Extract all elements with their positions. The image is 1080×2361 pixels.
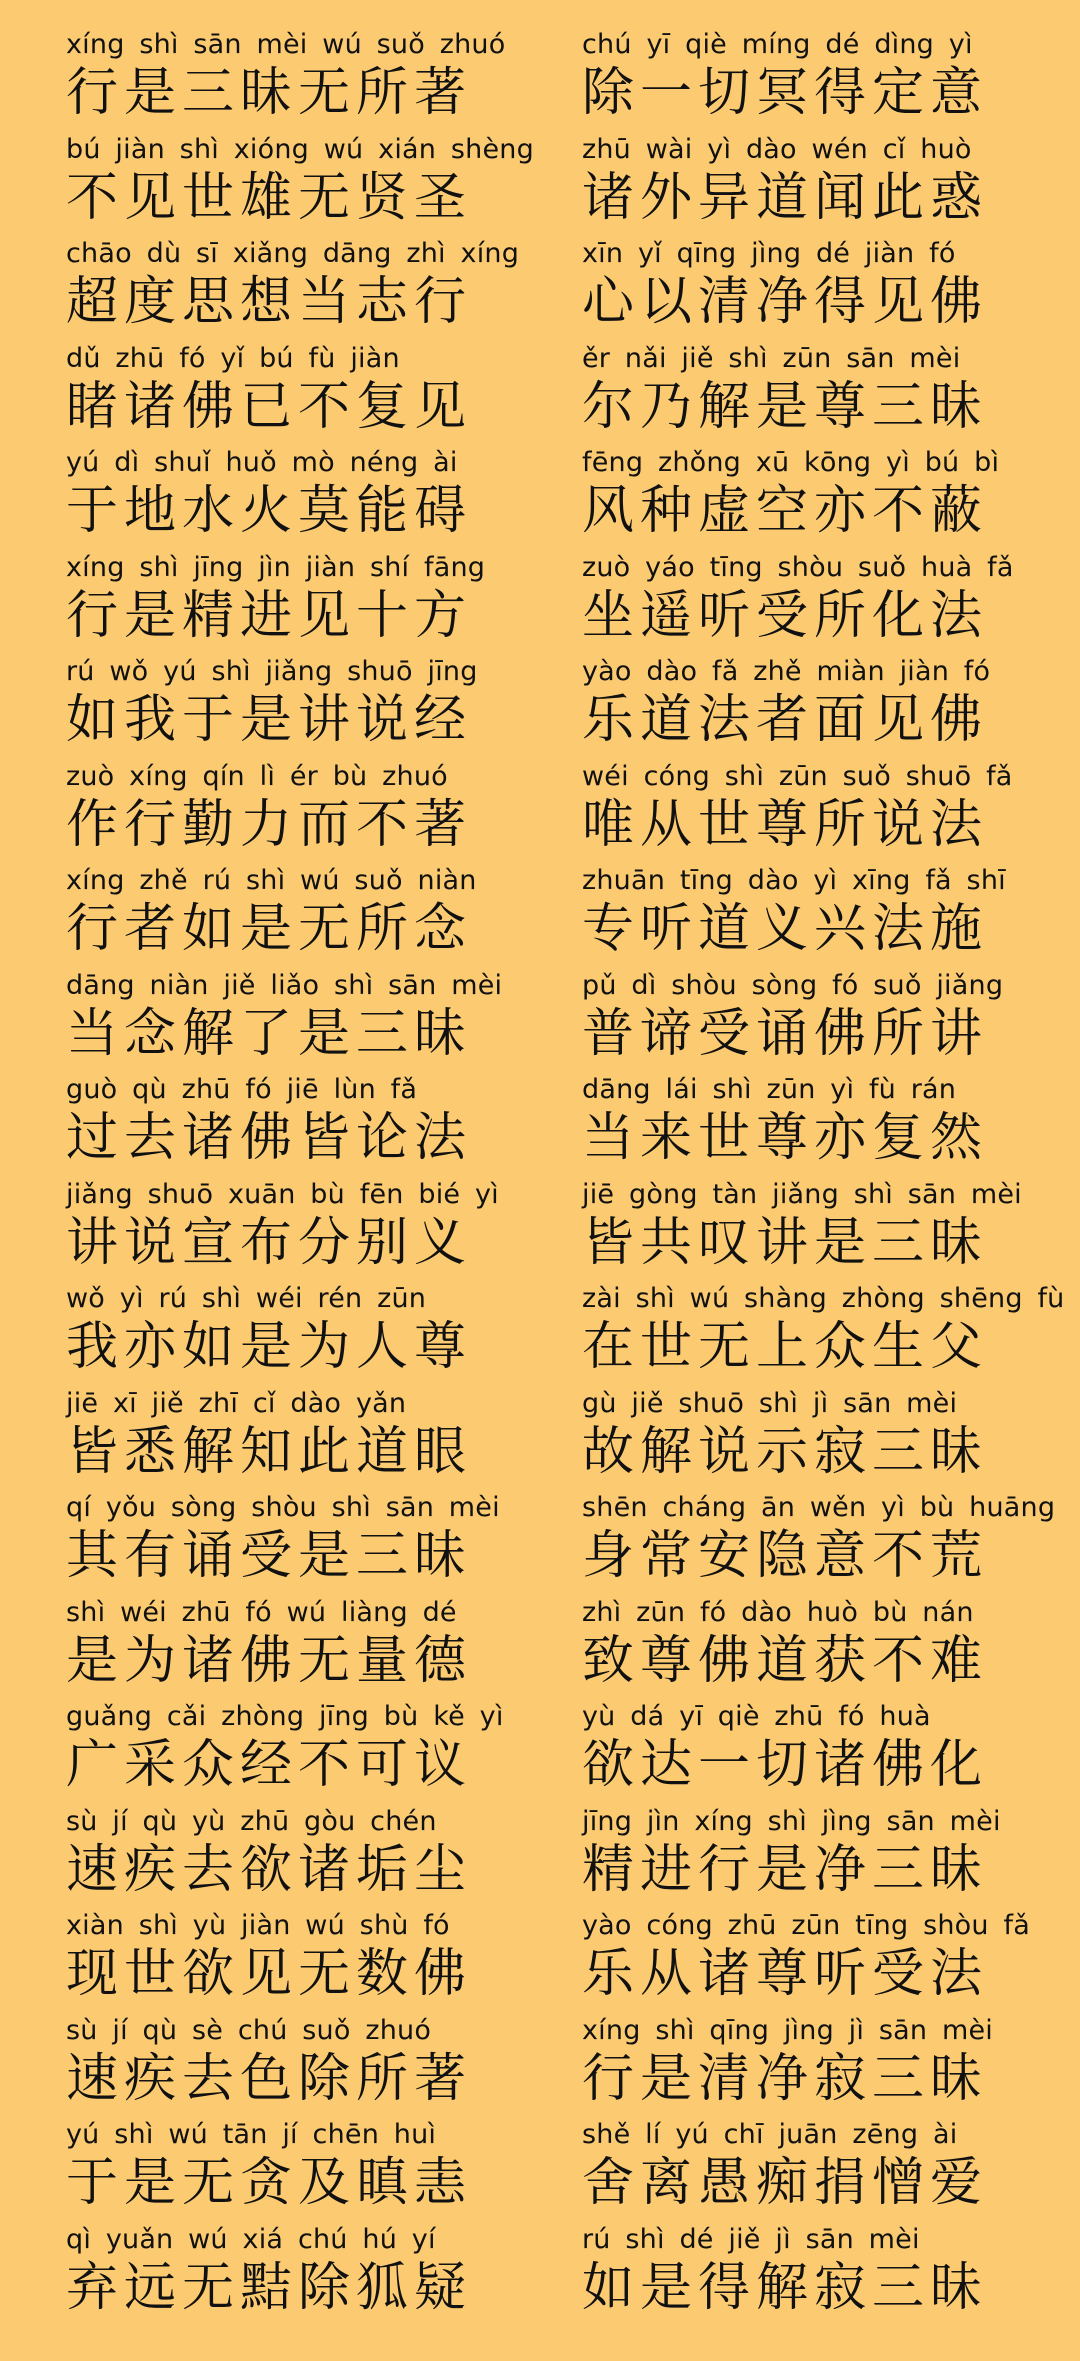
pinyin-text: xiàn shì yù jiàn wú shù fó [66, 1910, 450, 1941]
verse-line-right [540, 2014, 1080, 2119]
hanzi-text: 其有诵受是三昧 [66, 1526, 473, 1586]
verse-line-left [0, 237, 540, 342]
verse-row [0, 1387, 1080, 1492]
verse-line-right [540, 2118, 1080, 2223]
hanzi-text: 尔乃解是尊三昧 [582, 376, 989, 437]
verse-line-right [540, 760, 1080, 865]
pinyin-text: guǎng cǎi zhòng jīng bù kě yì [66, 1701, 504, 1732]
hanzi-text: 我亦如是为人尊 [66, 1317, 473, 1377]
pinyin-text: rú shì dé jiě jì sān mèi [582, 2223, 920, 2255]
pinyin-text: xíng shì sān mèi wú suǒ zhuó [66, 29, 506, 60]
hanzi-text: 当念解了是三昧 [66, 1003, 473, 1064]
hanzi-text: 精进行是净三昧 [582, 1839, 989, 1900]
hanzi-text: 心以清净得见佛 [582, 272, 989, 332]
pinyin-text: zhuān tīng dào yì xīng fǎ shī [582, 865, 1006, 896]
hanzi-text: 乐道法者面见佛 [582, 690, 989, 750]
verse-line-left [0, 864, 540, 969]
verse-line-right [540, 2223, 1080, 2328]
pinyin-text: jīng jìn xíng shì jìng sān mèi [582, 1805, 1001, 1837]
hanzi-text: 当来世尊亦复然 [582, 1108, 989, 1168]
verse-line-right [540, 969, 1080, 1074]
pinyin-text: qí yǒu sòng shòu shì sān mèi [66, 1492, 500, 1523]
verse-line-left [0, 1073, 540, 1178]
hanzi-text: 不见世雄无贤圣 [66, 167, 473, 228]
hanzi-text: 如我于是讲说经 [66, 690, 473, 750]
verse-line-right [540, 1282, 1080, 1387]
pinyin-text: rú wǒ yú shì jiǎng shuō jīng [66, 656, 478, 687]
verse-row [0, 1073, 1080, 1178]
hanzi-text: 超度思想当志行 [66, 272, 473, 332]
verse-line-left [0, 2014, 540, 2119]
verse-line-right [540, 446, 1080, 551]
verse-line-right [540, 1178, 1080, 1283]
hanzi-text: 速疾去色除所著 [66, 2048, 473, 2109]
pinyin-text: jiǎng shuō xuān bù fēn bié yì [66, 1178, 499, 1210]
pinyin-text: jiē xī jiě zhī cǐ dào yǎn [66, 1387, 407, 1419]
pinyin-text: bú jiàn shì xióng wú xián shèng [66, 133, 534, 165]
pinyin-text: wǒ yì rú shì wéi rén zūn [66, 1283, 427, 1314]
hanzi-text: 故解说示寂三昧 [582, 1421, 989, 1482]
pinyin-text: yào cóng zhū zūn tīng shòu fǎ [582, 1910, 1030, 1941]
verse-row [0, 1805, 1080, 1910]
verse-line-left [0, 760, 540, 865]
verse-line-right [540, 28, 1080, 133]
verse-line-left [0, 1282, 540, 1387]
pinyin-text: guò qù zhū fó jiē lùn fǎ [66, 1074, 418, 1105]
verse-line-left [0, 1909, 540, 2014]
hanzi-text: 诸外异道闻此惑 [582, 167, 989, 228]
pinyin-text: qì yuǎn wú xiá chú hú yí [66, 2223, 436, 2255]
verse-line-left [0, 133, 540, 238]
hanzi-text: 于是无贪及瞋恚 [66, 2153, 473, 2213]
verse-line-right [540, 237, 1080, 342]
hanzi-text: 行者如是无所念 [66, 899, 473, 959]
hanzi-text: 皆悉解知此道眼 [66, 1421, 473, 1482]
hanzi-text: 风种虚空亦不蔽 [582, 481, 989, 541]
verse-row [0, 1909, 1080, 2014]
verse-row [0, 237, 1080, 342]
hanzi-text: 普谛受诵佛所讲 [582, 1003, 989, 1064]
hanzi-text: 讲说宣布分别义 [66, 1212, 473, 1273]
hanzi-text: 广采众经不可议 [66, 1735, 473, 1795]
verse-row [0, 1491, 1080, 1596]
verse-line-right [540, 1073, 1080, 1178]
verse-row [0, 133, 1080, 238]
pinyin-text: yù dá yī qiè zhū fó huà [582, 1701, 931, 1732]
pinyin-text: chú yī qiè míng dé dìng yì [582, 29, 973, 60]
pinyin-text: zuò xíng qín lì ér bù zhuó [66, 760, 448, 792]
verse-line-left [0, 1491, 540, 1596]
hanzi-text: 身常安隐意不荒 [582, 1526, 989, 1586]
pinyin-text: xíng shì jīng jìn jiàn shí fāng [66, 551, 486, 583]
pinyin-text: pǔ dì shòu sòng fó suǒ jiǎng [582, 969, 1004, 1001]
hanzi-text: 乐从诸尊听受法 [582, 1944, 989, 2004]
verse-row [0, 2014, 1080, 2119]
verse-row [0, 2223, 1080, 2328]
verse-row [0, 2118, 1080, 2223]
pinyin-text: zhū wài yì dào wén cǐ huò [582, 133, 972, 165]
pinyin-text: ěr nǎi jiě shì zūn sān mèi [582, 342, 961, 374]
hanzi-text: 唯从世尊所说法 [582, 794, 989, 855]
pinyin-text: zhì zūn fó dào huò bù nán [582, 1596, 974, 1628]
pinyin-text: zuò yáo tīng shòu suǒ huà fǎ [582, 551, 1014, 583]
pinyin-text: jiē gòng tàn jiǎng shì sān mèi [582, 1178, 1022, 1210]
verse-line-left [0, 2223, 540, 2328]
hanzi-text: 于地水火莫能碍 [66, 481, 473, 541]
pinyin-text: dāng lái shì zūn yì fù rán [582, 1074, 957, 1105]
verse-line-right [540, 1700, 1080, 1805]
verse-line-left [0, 655, 540, 760]
verse-list [0, 28, 1080, 2327]
pinyin-text: sù jí qù yù zhū gòu chén [66, 1805, 437, 1837]
verse-row [0, 1178, 1080, 1283]
hanzi-text: 坐遥听受所化法 [582, 585, 989, 646]
pinyin-text: shì wéi zhū fó wú liàng dé [66, 1596, 457, 1628]
pinyin-text: yào dào fǎ zhě miàn jiàn fó [582, 656, 991, 687]
verse-row [0, 1596, 1080, 1701]
verse-line-left [0, 1596, 540, 1701]
verse-line-right [540, 1387, 1080, 1492]
pinyin-text: gù jiě shuō shì jì sān mèi [582, 1387, 958, 1419]
verse-line-right [540, 1491, 1080, 1596]
pinyin-text: xīn yǐ qīng jìng dé jiàn fó [582, 238, 956, 269]
verse-line-right [540, 1805, 1080, 1910]
verse-line-right [540, 551, 1080, 656]
verse-row [0, 1700, 1080, 1805]
pinyin-text: dǔ zhū fó yǐ bú fù jiàn [66, 342, 400, 374]
pinyin-text: dāng niàn jiě liǎo shì sān mèi [66, 969, 503, 1001]
hanzi-text: 作行勤力而不著 [66, 794, 473, 855]
verse-row [0, 760, 1080, 865]
hanzi-text: 是为诸佛无量德 [66, 1630, 473, 1691]
pinyin-text: shēn cháng ān wěn yì bù huāng [582, 1492, 1056, 1523]
hanzi-text: 行是清净寂三昧 [582, 2048, 989, 2109]
verse-row [0, 28, 1080, 133]
hanzi-text: 舍离愚痴捐憎爱 [582, 2153, 989, 2213]
verse-line-left [0, 446, 540, 551]
pinyin-text: yú dì shuǐ huǒ mò néng ài [66, 447, 458, 478]
verse-line-right [540, 133, 1080, 238]
verse-row [0, 446, 1080, 551]
hanzi-text: 行是三昧无所著 [66, 63, 473, 123]
verse-row [0, 864, 1080, 969]
hanzi-text: 在世无上众生父 [582, 1317, 989, 1377]
verse-line-left [0, 969, 540, 1074]
hanzi-text: 弃远无黠除狐疑 [66, 2257, 473, 2318]
hanzi-text: 致尊佛道获不难 [582, 1630, 989, 1691]
verse-line-right [540, 342, 1080, 447]
hanzi-text: 除一切冥得定意 [582, 63, 989, 123]
pinyin-text: chāo dù sī xiǎng dāng zhì xíng [66, 238, 520, 269]
verse-line-left [0, 1700, 540, 1805]
pinyin-text: sù jí qù sè chú suǒ zhuó [66, 2014, 432, 2046]
verse-line-left [0, 342, 540, 447]
hanzi-text: 现世欲见无数佛 [66, 1944, 473, 2004]
hanzi-text: 过去诸佛皆论法 [66, 1108, 473, 1168]
hanzi-text: 专听道义兴法施 [582, 899, 989, 959]
verse-line-left [0, 1805, 540, 1910]
verse-row [0, 655, 1080, 760]
verse-row [0, 1282, 1080, 1387]
verse-line-left [0, 551, 540, 656]
hanzi-text: 速疾去欲诸垢尘 [66, 1839, 473, 1900]
pinyin-text: shě lí yú chī juān zēng ài [582, 2119, 958, 2150]
hanzi-text: 如是得解寂三昧 [582, 2257, 989, 2318]
pinyin-text: xíng zhě rú shì wú suǒ niàn [66, 865, 477, 896]
verse-row [0, 342, 1080, 447]
verse-line-right [540, 655, 1080, 760]
verse-line-left [0, 28, 540, 133]
hanzi-text: 睹诸佛已不复见 [66, 376, 473, 437]
verse-line-right [540, 1596, 1080, 1701]
pinyin-text: yú shì wú tān jí chēn huì [66, 2119, 437, 2150]
verse-line-left [0, 1178, 540, 1283]
verse-row [0, 551, 1080, 656]
pinyin-text: wéi cóng shì zūn suǒ shuō fǎ [582, 760, 1013, 792]
verse-line-right [540, 1909, 1080, 2014]
verse-row [0, 969, 1080, 1074]
hanzi-text: 行是精进见十方 [66, 585, 473, 646]
pinyin-text: fēng zhǒng xū kōng yì bú bì [582, 447, 1000, 478]
verse-line-right [540, 864, 1080, 969]
pinyin-text: zài shì wú shàng zhòng shēng fù [582, 1283, 1065, 1314]
hanzi-text: 欲达一切诸佛化 [582, 1735, 989, 1795]
hanzi-text: 皆共叹讲是三昧 [582, 1212, 989, 1273]
verse-line-left [0, 2118, 540, 2223]
verse-line-left [0, 1387, 540, 1492]
pinyin-text: xíng shì qīng jìng jì sān mèi [582, 2014, 993, 2046]
